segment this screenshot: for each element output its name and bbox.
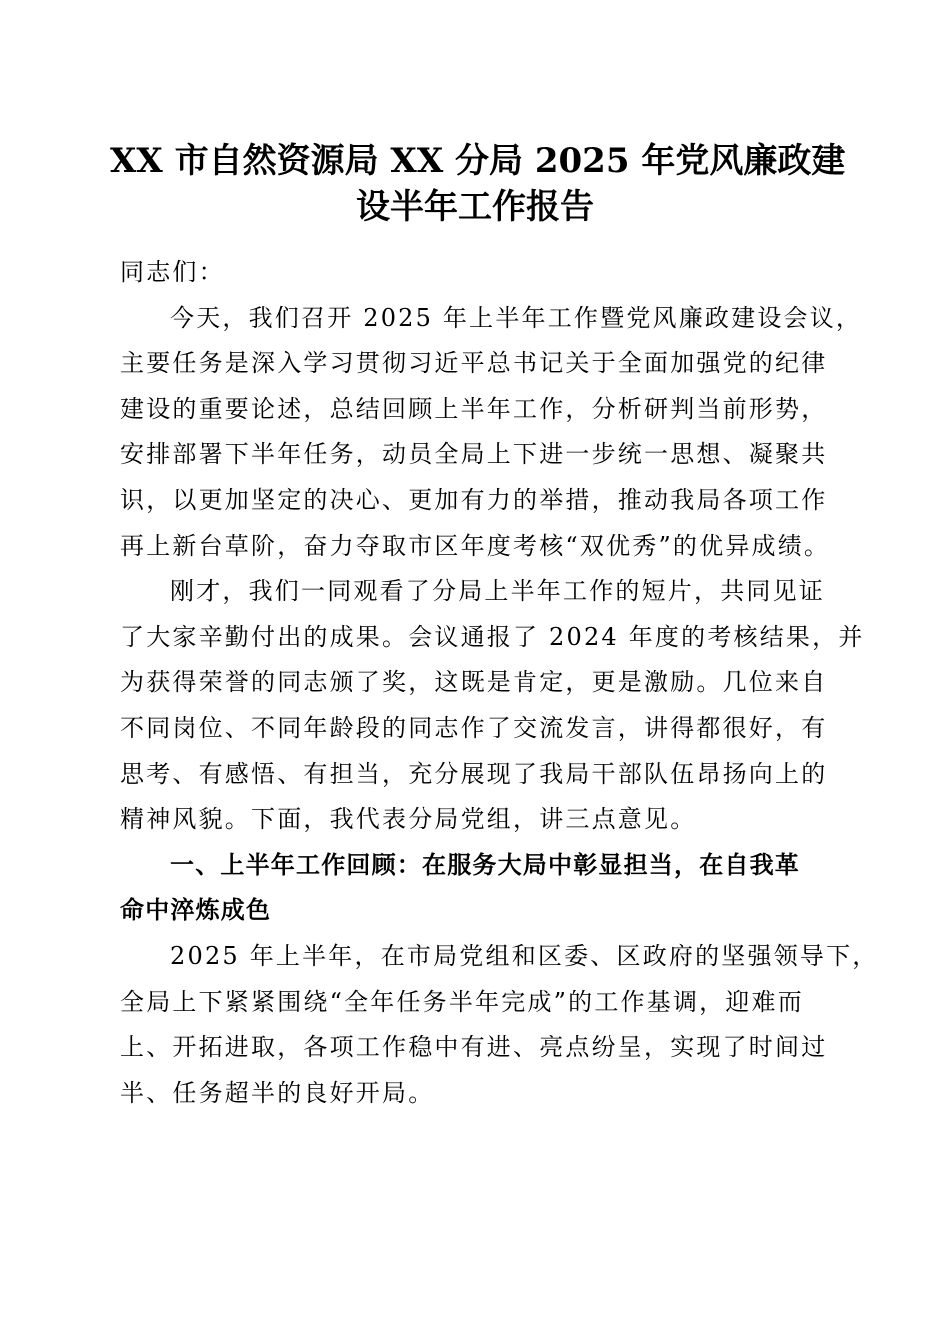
heading-line: 命中淬炼成色 xyxy=(120,896,272,925)
paragraph-opening xyxy=(120,296,863,570)
paragraph-line: 为获得荣誉的同志颁了奖，这既是肯定，更是激励。几位来自 xyxy=(120,668,828,697)
paragraph-line: 了大家辛勤付出的成果。会议通报了 2024 年度的考核结果，并 xyxy=(120,622,865,651)
title-line: XX 市自然资源局 XX 分局 2025 年党风廉政建 xyxy=(110,141,846,181)
paragraph-line: 安排部署下半年任务，动员全局上下进一步统一思想、凝聚共 xyxy=(120,440,828,469)
paragraph-line: 2025 年上半年，在市局党组和区委、区政府的坚强领导下， xyxy=(170,941,879,970)
paragraph-line: 刚才，我们一同观看了分局上半年工作的短片，共同见证 xyxy=(170,577,825,606)
document-body xyxy=(120,250,879,1116)
document-title xyxy=(110,138,846,230)
paragraph-line: 全局上下紧紧围绕“全年任务半年完成”的工作基调，迎难而 xyxy=(120,987,804,1016)
paragraph-line: 再上新台草阶，奋力夺取市区年度考核“双优秀”的优异成绩。 xyxy=(120,531,831,560)
salutation: 同志们： xyxy=(120,258,225,286)
paragraph-line: 主要任务是深入学习贯彻习近平总书记关于全面加强党的纪律 xyxy=(120,349,828,378)
paragraph-line: 思考、有感悟、有担当，充分展现了我局干部队伍昂扬向上的 xyxy=(120,759,828,788)
paragraph-line: 上、开拓进取，各项工作稳中有进、亮点纷呈，实现了时间过 xyxy=(120,1033,828,1062)
section-heading xyxy=(120,843,832,934)
paragraph-line: 不同岗位、不同年龄段的同志作了交流发言，讲得都很好，有 xyxy=(120,713,828,742)
title-line: 设半年工作报告 xyxy=(356,187,594,227)
paragraph-line: 今天，我们召开 2025 年上半年工作暨党风廉政建设会议， xyxy=(170,303,863,332)
paragraph-line: 半、任务超半的良好开局。 xyxy=(120,1078,435,1107)
heading-line: 一、上半年工作回顾：在服务大局中彰显担当，在自我革 xyxy=(170,850,800,879)
paragraph-line: 精神风貌。下面，我代表分局党组，讲三点意见。 xyxy=(120,805,697,834)
paragraph-line: 建设的重要论述，总结回顾上半年工作，分析研判当前形势， xyxy=(120,394,828,423)
paragraph-review xyxy=(120,569,865,843)
paragraph-section-one xyxy=(120,934,879,1116)
paragraph-line: 识，以更加坚定的决心、更加有力的举措，推动我局各项工作 xyxy=(120,485,828,514)
